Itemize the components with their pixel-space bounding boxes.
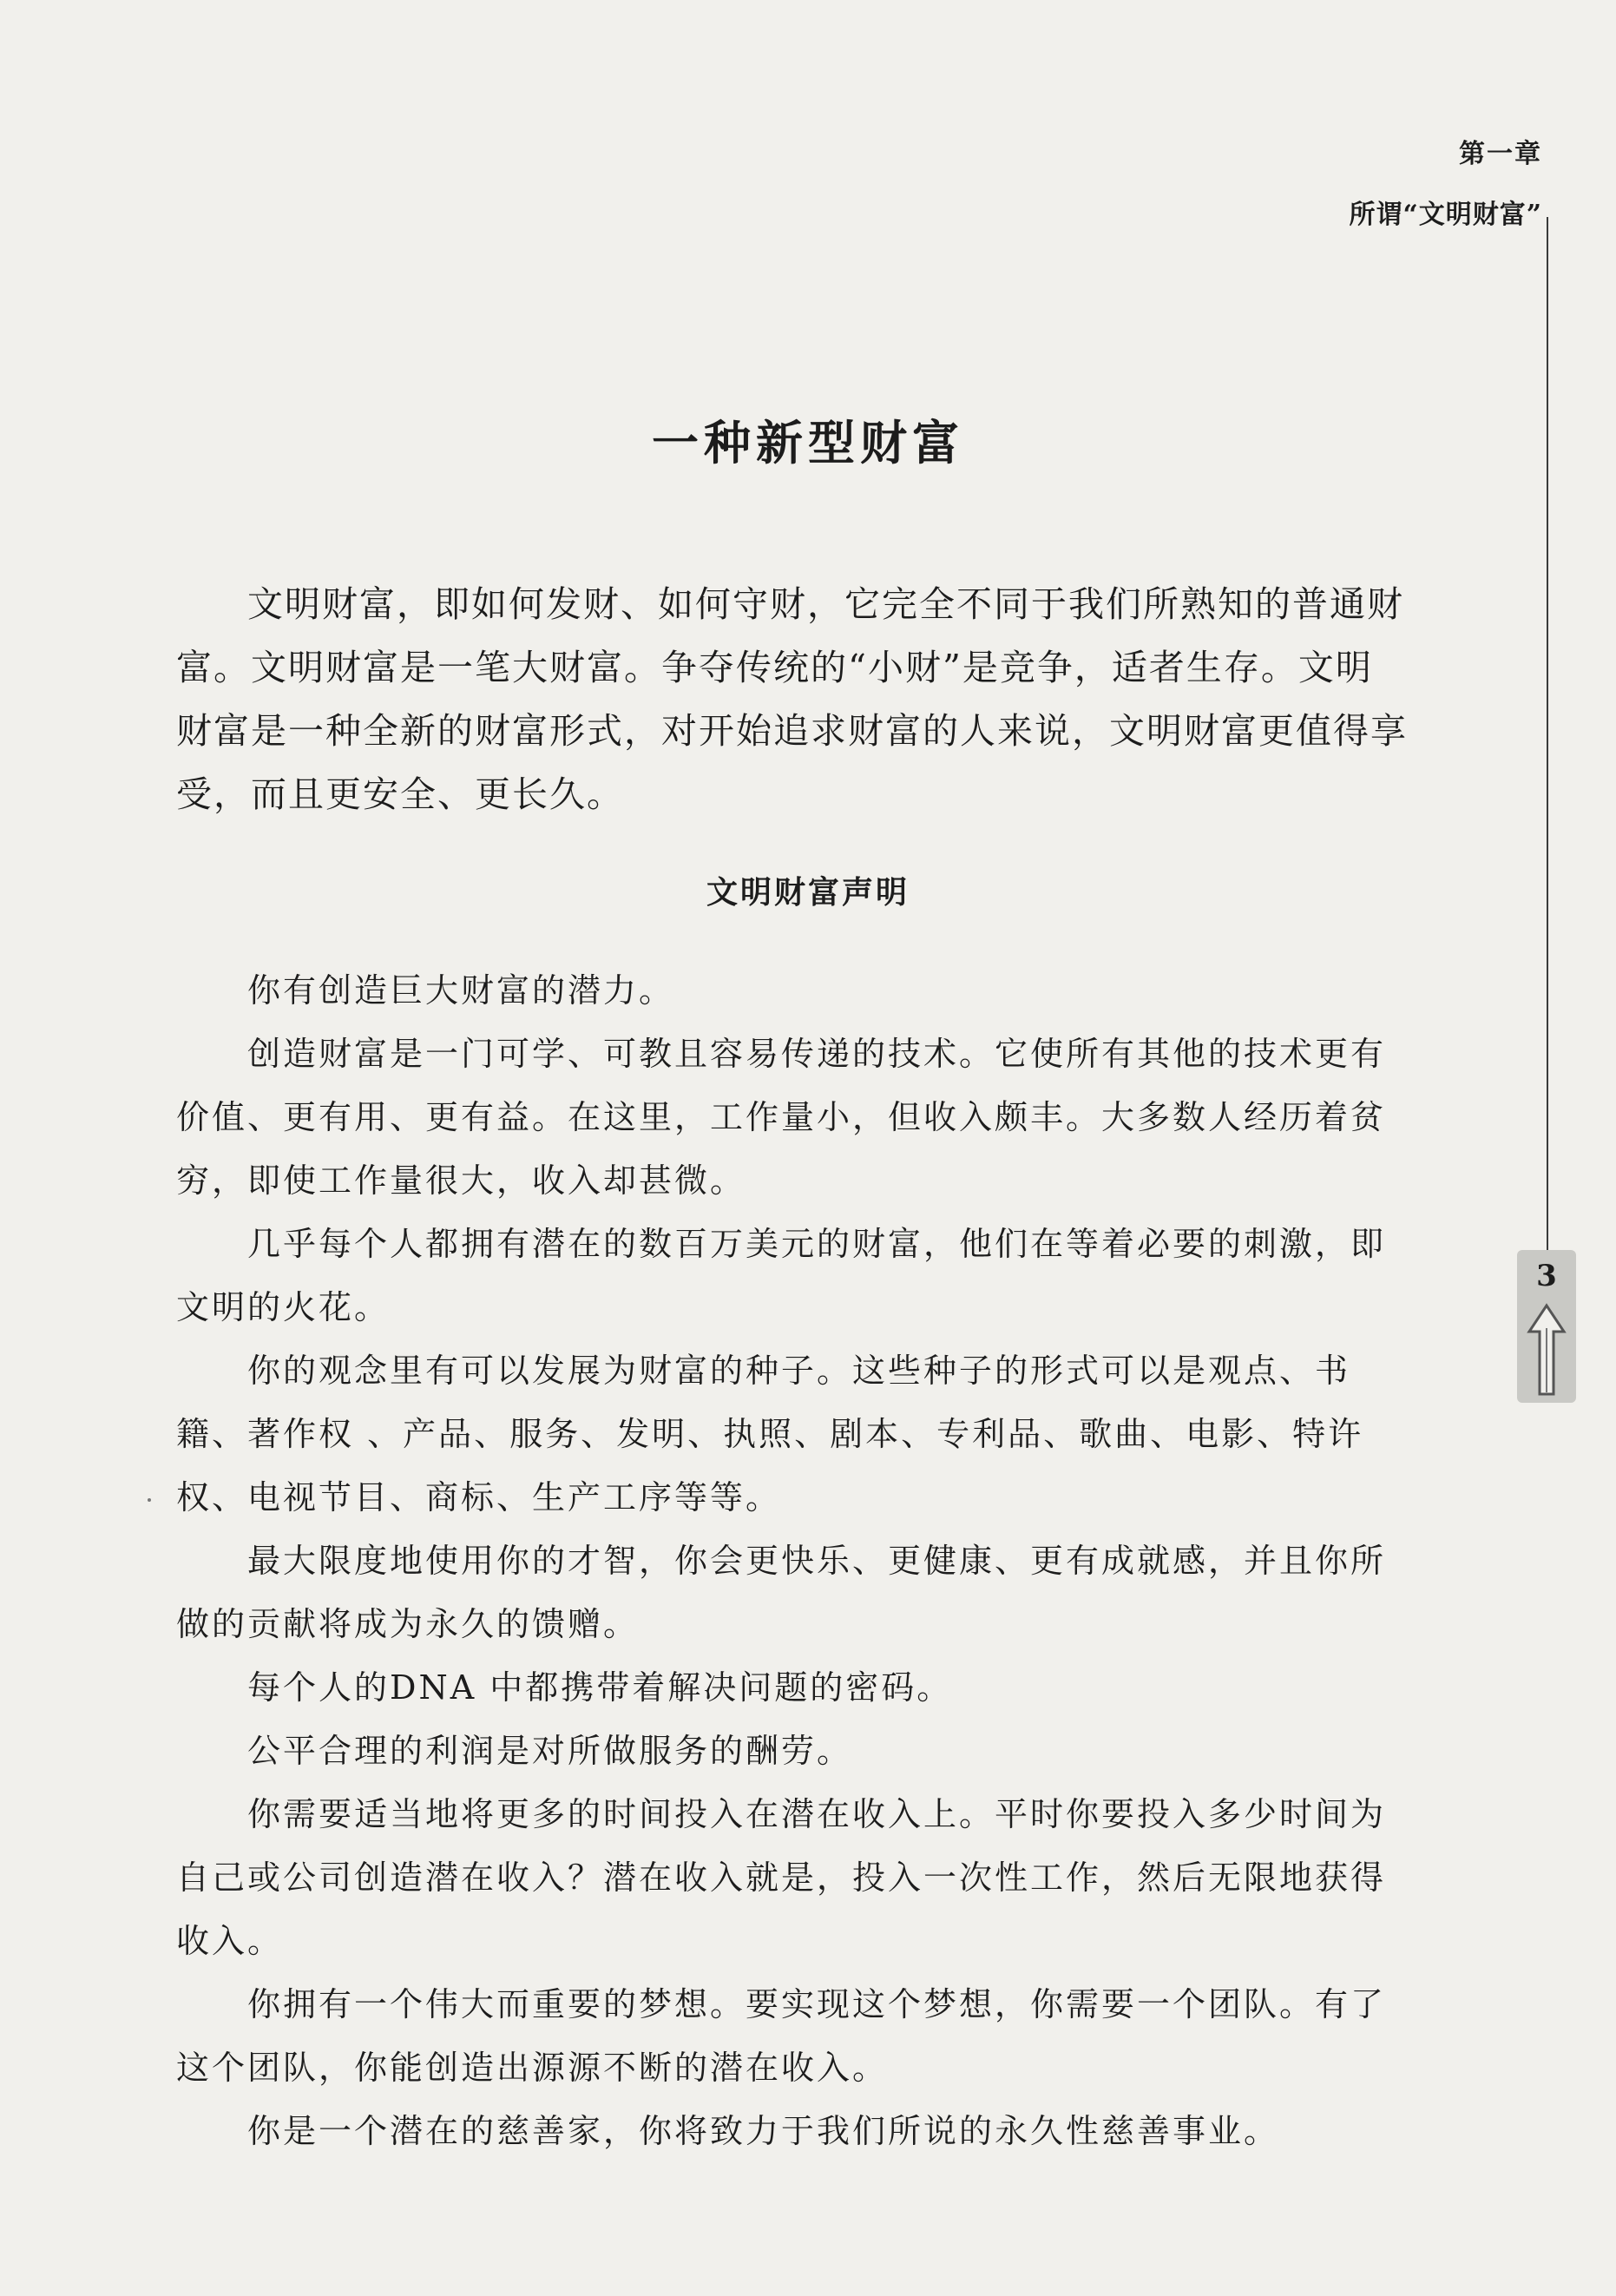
statement-paragraph: 你拥有一个伟大而重要的梦想。要实现这个梦想，你需要一个团队。有了这个团队，你能创造出源源不断的潜在收入。: [176, 1985, 1387, 2087]
scan-speck: [148, 1498, 151, 1502]
statement-paragraph: 你的观念里有可以发展为财富的种子。这些种子的形式可以是观点、书籍、著作权 、产品、服务、发明、执照、剧本、专利品、歌曲、电影、特许权、电视节目、商标、生产工序等等。: [176, 1352, 1364, 1516]
running-header-section: 所谓“文明财富”: [1349, 200, 1542, 230]
up-arrow-icon: [1526, 1302, 1567, 1398]
section-title: 一种新型财富: [652, 416, 964, 470]
statement-heading: 文明财富声明: [706, 875, 910, 911]
page-number: 3: [1536, 1259, 1557, 1293]
statement-paragraph: 几乎每个人都拥有潜在的数百万美元的财富，他们在等着必要的刺激，即文明的火花。: [176, 1225, 1387, 1326]
statement-paragraph: 你有创造巨大财富的潜力。: [247, 971, 675, 1010]
intro-paragraph: 文明财富，即如何发财、如何守财，它完全不同于我们所熟知的普通财富。文明财富是一笔大财富。争夺传统的“小财”是竞争，适者生存。文明财富是一种全新的财富形式，对开始追求财富的人来说，文明财富更值得享受，而且更安全、更长久。: [176, 583, 1408, 815]
margin-rule: [1547, 217, 1548, 1259]
statement-paragraph: 最大限度地使用你的才智，你会更快乐、更健康、更有成就感，并且你所做的贡献将成为永久的馈赠。: [176, 1542, 1387, 1643]
statement-paragraph: 创造财富是一门可学、可教且容易传递的技术。它使所有其他的技术更有价值、更有用、更有益。在这里，工作量小，但收入颇丰。大多数人经历着贫穷，即使工作量很大，收入却甚微。: [176, 1035, 1387, 1200]
statement-paragraph: 你需要适当地将更多的时间投入在潜在收入上。平时你要投入多少时间为自己或公司创造潜在收入？潜在收入就是，投入一次性工作，然后无限地获得收入。: [176, 1795, 1387, 1960]
statement-paragraph: 每个人的DNA 中都携带着解决问题的密码。: [247, 1668, 953, 1707]
statement-list: [176, 959, 1409, 2163]
statement-paragraph: 公平合理的利润是对所做服务的酬劳。: [247, 1732, 853, 1770]
statement-paragraph: 你是一个潜在的慈善家，你将致力于我们所说的永久性慈善事业。: [247, 2112, 1280, 2150]
running-header-chapter: 第一章: [1459, 139, 1542, 169]
